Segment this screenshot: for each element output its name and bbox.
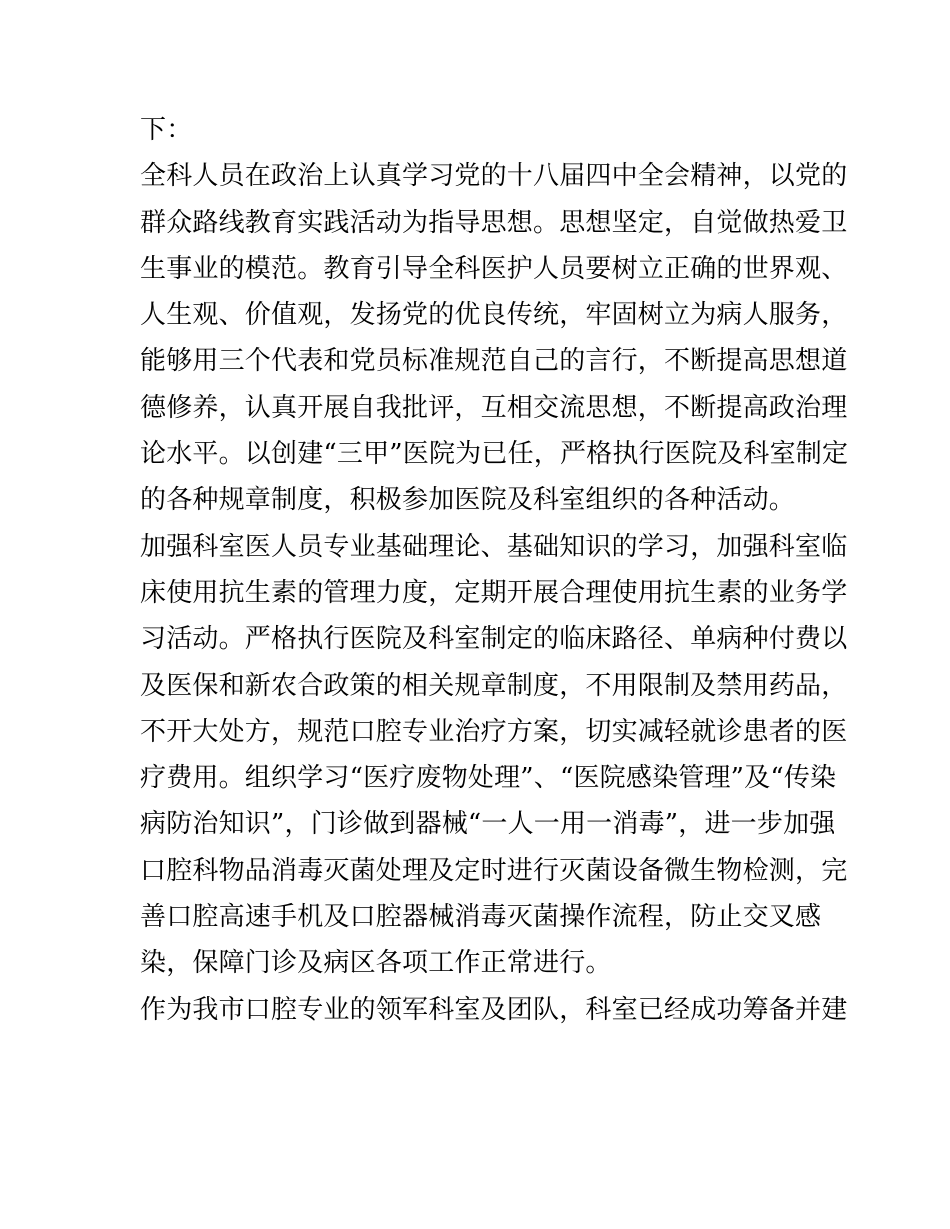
text-line-20: 作为我市口腔专业的领军科室及团队，科室已经成功筹备并建 bbox=[140, 994, 848, 1025]
text-line-6: 能够用三个代表和党员标准规范自己的言行，不断提高思想道 bbox=[140, 346, 848, 377]
text-line-10: 加强科室医人员专业基础理论、基础知识的学习，加强科室临 bbox=[140, 531, 848, 562]
text-line-18: 善口腔高速手机及口腔器械消毒灭菌操作流程，防止交叉感 bbox=[140, 902, 822, 933]
text-line-2: 全科人员在政治上认真学习党的十八届四中全会精神，以党的 bbox=[140, 161, 848, 192]
text-line-14: 不开大处方，规范口腔专业治疗方案，切实减轻就诊患者的医 bbox=[140, 716, 848, 747]
text-line-1: 下： bbox=[140, 115, 193, 145]
text-line-17: 口腔科物品消毒灭菌处理及定时进行灭菌设备微生物检测，完 bbox=[140, 855, 848, 886]
text-line-9: 的各种规章制度，积极参加医院及科室组织的各种活动。 bbox=[140, 485, 796, 516]
text-line-7: 德修养，认真开展自我批评，互相交流思想，不断提高政治理 bbox=[140, 392, 848, 423]
text-line-11: 床使用抗生素的管理力度，定期开展合理使用抗生素的业务学 bbox=[140, 577, 848, 608]
text-line-16: 病防治知识”，门诊做到器械“一人一用一消毒”，进一步加强 bbox=[140, 809, 836, 840]
text-line-19: 染，保障门诊及病区各项工作正常进行。 bbox=[140, 948, 612, 979]
text-line-3: 群众路线教育实践活动为指导思想。思想坚定，自觉做热爱卫 bbox=[140, 207, 848, 238]
text-line-5: 人生观、价值观，发扬党的优良传统，牢固树立为病人服务， bbox=[140, 300, 848, 331]
text-line-13: 及医保和新农合政策的相关规章制度，不用限制及禁用药品， bbox=[140, 670, 848, 701]
text-line-4: 生事业的模范。教育引导全科医护人员要树立正确的世界观、 bbox=[140, 253, 848, 284]
text-line-12: 习活动。严格执行医院及科室制定的临床路径、单病种付费以 bbox=[140, 624, 848, 655]
text-line-15: 疗费用。组织学习“医疗废物处理”、“医院感染管理”及“传染 bbox=[140, 763, 837, 794]
text-line-8: 论水平。以创建“三甲”医院为已任，严格执行医院及科室制定 bbox=[140, 439, 849, 470]
